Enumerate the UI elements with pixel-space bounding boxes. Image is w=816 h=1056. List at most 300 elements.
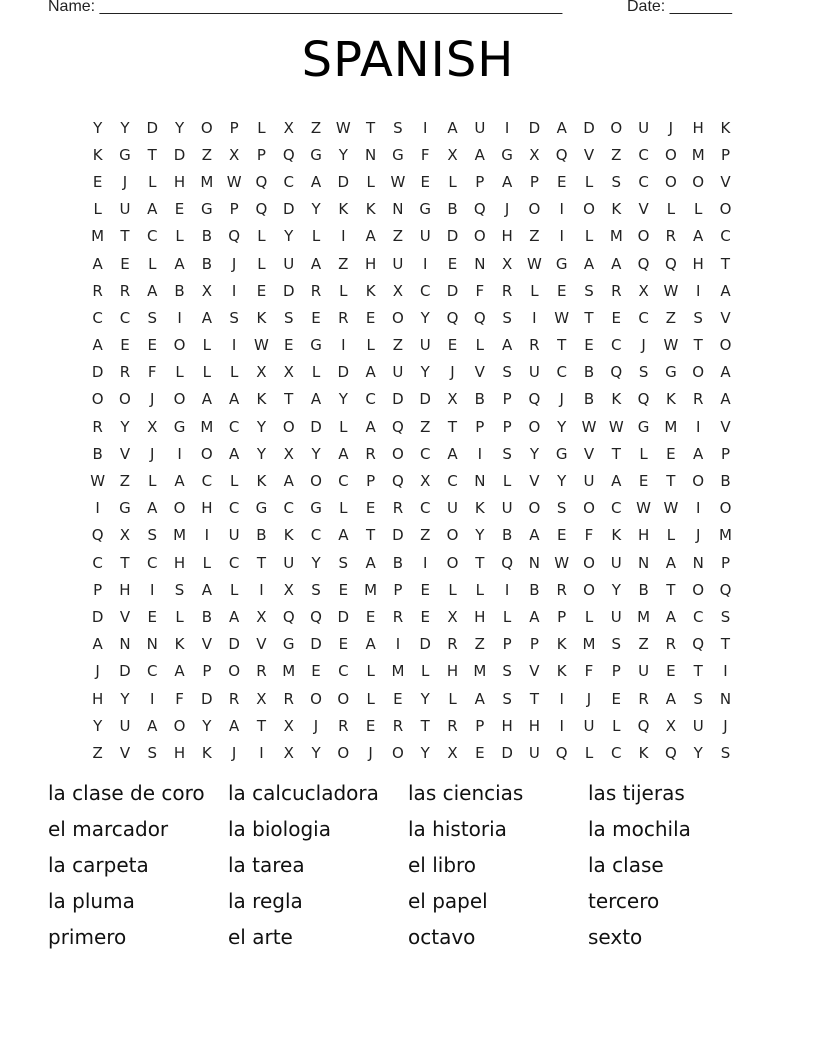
grid-letter: N (392, 200, 404, 219)
grid-letter: M (173, 526, 187, 545)
grid-letter: Q (664, 743, 677, 762)
grid-letter: R (611, 281, 622, 300)
grid-letter: R (92, 281, 103, 300)
grid-letter: X (256, 689, 267, 708)
grid-letter: J (695, 526, 701, 545)
grid-letter: S (693, 308, 703, 327)
grid-letter: P (720, 444, 730, 463)
grid-letter: L (584, 743, 594, 762)
word-bank-item: la regla (228, 889, 303, 913)
grid-letter: C (228, 417, 240, 436)
grid-letter: D (91, 363, 104, 382)
grid-letter: C (611, 499, 622, 518)
grid-letter: J (641, 336, 646, 355)
grid-letter: T (120, 227, 130, 246)
grid-letter: N (474, 472, 486, 491)
grid-letter: K (365, 200, 376, 219)
grid-letter: I (259, 580, 264, 599)
grid-letter: L (229, 363, 239, 382)
grid-letter: L (257, 254, 266, 273)
grid-letter: S (283, 308, 294, 327)
grid-letter: C (338, 662, 349, 681)
grid-letter: Q (637, 716, 650, 735)
grid-letter: O (719, 499, 732, 518)
grid-letter: O (200, 118, 213, 137)
grid-letter: K (256, 472, 267, 491)
grid-letter: K (338, 200, 349, 219)
grid-letter: D (201, 689, 213, 708)
grid-letter: S (611, 635, 622, 654)
grid-letter: L (202, 553, 212, 572)
word-bank-item: la biologia (228, 817, 331, 841)
grid-letter: H (692, 254, 704, 273)
grid-letter: T (557, 336, 567, 355)
grid-letter: I (477, 444, 483, 463)
grid-letter: A (556, 118, 567, 137)
grid-letter: U (228, 526, 240, 545)
grid-letter: Q (446, 308, 459, 327)
word-bank-item: la historia (408, 817, 507, 841)
grid-letter: S (229, 308, 239, 327)
grid-letter: B (256, 526, 267, 545)
grid-letter: S (174, 580, 185, 599)
grid-letter: Q (255, 200, 268, 219)
grid-letter: J (668, 118, 674, 137)
grid-letter: A (229, 444, 240, 463)
grid-letter: A (474, 145, 485, 164)
grid-letter: U (419, 227, 431, 246)
grid-letter: C (201, 472, 213, 491)
grid-letter: L (475, 336, 484, 355)
grid-letter: V (720, 417, 731, 436)
grid-letter: S (502, 689, 512, 708)
grid-letter: L (229, 472, 239, 491)
grid-letter: E (311, 662, 321, 681)
grid-letter: R (447, 635, 458, 654)
grid-letter: O (610, 118, 623, 137)
grid-letter: A (583, 254, 595, 273)
grid-letter: V (583, 444, 595, 463)
grid-letter: O (310, 472, 322, 491)
grid-letter: I (177, 444, 182, 463)
grid-letter: Q (664, 254, 677, 273)
grid-letter: F (584, 526, 594, 545)
grid-letter: C (92, 308, 103, 327)
grid-letter: X (638, 281, 649, 300)
grid-letter: I (422, 254, 428, 273)
grid-letter: X (392, 281, 404, 300)
grid-letter: W (90, 472, 106, 491)
word-bank-item: el marcador (48, 817, 169, 841)
grid-letter: G (119, 145, 131, 164)
grid-letter: A (365, 363, 376, 382)
grid-letter: Q (282, 607, 295, 626)
name-field-label: Name: ____________________________________________________ (48, 0, 563, 15)
grid-letter: C (338, 472, 349, 491)
grid-letter: U (419, 336, 431, 355)
grid-letter: U (528, 363, 540, 382)
grid-letter: T (366, 526, 376, 545)
grid-letter: A (720, 363, 731, 382)
grid-letter: V (474, 363, 485, 382)
grid-letter: M (391, 662, 405, 681)
grid-letter: C (147, 662, 158, 681)
grid-letter: X (447, 743, 458, 762)
grid-letter: O (528, 499, 541, 518)
grid-letter: U (528, 743, 540, 762)
grid-letter: R (665, 227, 677, 246)
grid-letter: Y (311, 200, 321, 219)
grid-letter: U (610, 553, 622, 572)
grid-letter: K (556, 662, 567, 681)
grid-letter: T (720, 254, 731, 273)
grid-letter: G (201, 200, 213, 219)
grid-letter: P (502, 635, 512, 654)
grid-letter: P (611, 662, 621, 681)
grid-letter: K (638, 743, 649, 762)
grid-letter: D (173, 145, 186, 164)
grid-letter: N (692, 553, 704, 572)
grid-letter: Q (610, 363, 623, 382)
grid-letter: A (310, 172, 322, 191)
grid-letter: H (637, 526, 650, 545)
grid-letter: P (475, 172, 485, 191)
grid-letter: O (692, 172, 705, 191)
word-bank-item: el libro (408, 853, 477, 877)
grid-letter: D (446, 227, 459, 246)
grid-letter: T (366, 118, 376, 137)
grid-letter: X (447, 607, 458, 626)
grid-letter: S (502, 308, 512, 327)
grid-letter: E (365, 716, 376, 735)
grid-letter: H (501, 227, 513, 246)
grid-letter: W (526, 254, 542, 273)
grid-letter: C (228, 499, 240, 518)
grid-letter: Y (93, 716, 103, 735)
grid-letter: O (392, 444, 404, 463)
grid-letter: E (556, 172, 567, 191)
grid-letter: L (584, 227, 594, 246)
grid-letter: V (256, 635, 267, 654)
grid-letter: Y (420, 743, 430, 762)
grid-letter: R (119, 281, 131, 300)
grid-letter: Z (420, 526, 431, 545)
grid-letter: G (665, 363, 677, 382)
grid-letter: P (502, 390, 512, 409)
grid-letter: C (283, 499, 294, 518)
grid-letter: L (339, 417, 348, 436)
grid-letter: G (637, 417, 650, 436)
grid-letter: M (200, 172, 214, 191)
grid-letter: A (310, 254, 322, 273)
grid-letter: R (283, 689, 294, 708)
grid-letter: O (173, 390, 186, 409)
grid-letter: R (119, 363, 131, 382)
grid-letter: A (201, 580, 212, 599)
grid-letter: U (583, 716, 595, 735)
grid-letter: L (584, 172, 594, 191)
grid-letter: C (228, 553, 240, 572)
grid-letter: W (663, 499, 679, 518)
grid-letter: T (666, 472, 676, 491)
grid-letter: T (420, 716, 430, 735)
grid-letter: L (448, 172, 457, 191)
grid-letter: P (202, 662, 212, 681)
grid-letter: E (120, 336, 130, 355)
grid-letter: O (91, 390, 104, 409)
grid-letter: K (720, 118, 731, 137)
grid-letter: D (392, 526, 404, 545)
grid-letter: L (366, 336, 375, 355)
grid-letter: E (338, 635, 349, 654)
grid-letter: S (147, 743, 157, 762)
grid-letter: I (150, 689, 155, 708)
grid-letter: J (95, 662, 100, 681)
grid-letter: L (175, 607, 184, 626)
grid-letter: B (583, 363, 595, 382)
grid-letter: A (174, 662, 185, 681)
grid-letter: I (695, 417, 701, 436)
grid-letter: O (173, 336, 186, 355)
grid-letter: G (119, 499, 131, 518)
grid-letter: A (665, 553, 677, 572)
grid-letter: U (638, 118, 650, 137)
grid-letter: P (529, 635, 539, 654)
grid-letter: C (92, 553, 103, 572)
grid-letter: Y (420, 689, 430, 708)
grid-letter: X (147, 417, 158, 436)
grid-letter: P (720, 145, 730, 164)
word-bank-item: la mochila (588, 817, 691, 841)
grid-letter: L (175, 227, 184, 246)
grid-letter: R (665, 635, 677, 654)
grid-letter: S (338, 553, 349, 572)
grid-letter: R (501, 281, 513, 300)
grid-letter: M (200, 417, 214, 436)
grid-letter: D (337, 363, 350, 382)
grid-letter: S (393, 118, 403, 137)
grid-letter: I (504, 580, 510, 599)
grid-letter: A (147, 499, 158, 518)
grid-letter: V (529, 472, 540, 491)
grid-letter: X (119, 526, 131, 545)
grid-letter: R (556, 580, 567, 599)
grid-letter: L (666, 526, 676, 545)
grid-letter: X (201, 281, 212, 300)
grid-letter: X (501, 254, 513, 273)
word-bank-item: el arte (228, 925, 293, 949)
grid-letter: C (692, 607, 704, 626)
grid-letter: H (528, 716, 541, 735)
grid-letter: R (692, 390, 704, 409)
grid-letter: W (335, 118, 351, 137)
grid-letter: O (692, 363, 705, 382)
grid-letter: E (420, 580, 430, 599)
grid-letter: M (719, 526, 732, 545)
grid-letter: R (392, 716, 404, 735)
grid-letter: Q (392, 417, 404, 436)
grid-letter: W (554, 308, 570, 327)
grid-letter: L (502, 607, 512, 626)
grid-letter: K (665, 390, 676, 409)
grid-letter: A (338, 444, 349, 463)
word-bank-item: octavo (408, 925, 476, 949)
grid-letter: A (338, 526, 349, 545)
grid-letter: L (502, 472, 512, 491)
grid-letter: Z (474, 635, 485, 654)
grid-letter: B (501, 526, 513, 545)
grid-letter: R (392, 607, 404, 626)
grid-letter: E (256, 281, 267, 300)
grid-letter: A (365, 553, 376, 572)
grid-letter: L (93, 200, 102, 219)
grid-letter: G (282, 635, 295, 654)
grid-letter: W (581, 417, 597, 436)
grid-letter: D (310, 417, 322, 436)
grid-letter: C (119, 308, 131, 327)
grid-letter: I (341, 336, 346, 355)
grid-letter: N (119, 635, 131, 654)
grid-letter: P (229, 200, 239, 219)
grid-letter: K (611, 390, 622, 409)
grid-letter: Z (420, 417, 431, 436)
grid-letter: D (419, 390, 431, 409)
grid-letter: T (720, 635, 731, 654)
grid-letter: A (92, 336, 103, 355)
grid-letter: Y (120, 417, 130, 436)
grid-letter: Q (392, 472, 404, 491)
grid-letter: R (310, 281, 322, 300)
grid-letter: A (283, 472, 294, 491)
word-bank-item: tercero (588, 889, 660, 913)
grid-letter: X (256, 363, 267, 382)
grid-letter: A (693, 444, 704, 463)
grid-letter: L (584, 607, 594, 626)
grid-letter: L (311, 363, 321, 382)
grid-letter: D (583, 118, 595, 137)
grid-letter: G (555, 254, 568, 273)
grid-letter: X (228, 145, 240, 164)
grid-letter: M (282, 662, 296, 681)
grid-letter: J (122, 172, 128, 191)
grid-letter: Q (637, 254, 650, 273)
grid-letter: Y (693, 743, 703, 762)
grid-letter: T (256, 553, 267, 572)
grid-letter: E (420, 172, 430, 191)
grid-letter: S (311, 580, 321, 599)
grid-letter: A (147, 281, 158, 300)
grid-letter: R (338, 308, 349, 327)
grid-letter: O (719, 336, 732, 355)
grid-letter: E (556, 526, 567, 545)
grid-letter: X (283, 716, 294, 735)
grid-letter: U (283, 254, 295, 273)
page-title: SPANISH (301, 32, 515, 88)
grid-letter: Y (256, 444, 267, 463)
grid-letter: E (147, 607, 157, 626)
word-bank-item: la pluma (48, 889, 135, 913)
grid-letter: A (447, 444, 458, 463)
grid-letter: P (229, 118, 239, 137)
grid-letter: R (256, 662, 267, 681)
grid-letter: L (366, 689, 375, 708)
grid-letter: Y (529, 444, 539, 463)
grid-letter: Q (528, 390, 541, 409)
grid-letter: V (119, 743, 131, 762)
word-bank-item: la calcucladora (228, 781, 379, 805)
grid-letter: W (254, 336, 269, 355)
grid-letter: A (92, 635, 103, 654)
grid-letter: Z (310, 118, 322, 137)
grid-letter: B (392, 553, 404, 572)
grid-letter: O (310, 689, 322, 708)
grid-letter: B (201, 607, 212, 626)
grid-letter: L (148, 472, 157, 491)
grid-letter: A (229, 390, 240, 409)
grid-letter: J (450, 363, 455, 382)
grid-letter: U (283, 553, 295, 572)
grid-letter: X (420, 472, 431, 491)
grid-letter: A (365, 227, 376, 246)
grid-letter: T (693, 662, 703, 681)
grid-letter: S (720, 607, 731, 626)
grid-letter: I (150, 580, 155, 599)
grid-letter: D (282, 200, 295, 219)
grid-letter: Y (611, 580, 621, 599)
grid-letter: C (147, 553, 158, 572)
grid-letter: H (173, 743, 186, 762)
grid-letter: S (147, 308, 157, 327)
grid-letter: Q (692, 635, 705, 654)
grid-letter: U (501, 499, 513, 518)
grid-letter: C (419, 281, 431, 300)
grid-letter: O (173, 716, 186, 735)
grid-letter: Y (557, 417, 567, 436)
grid-letter: A (201, 390, 212, 409)
grid-letter: I (259, 743, 264, 762)
grid-letter: A (201, 308, 212, 327)
grid-letter: S (556, 499, 567, 518)
grid-letter: F (175, 689, 184, 708)
grid-letter: X (283, 743, 294, 762)
grid-letter: A (229, 716, 240, 735)
grid-letter: V (583, 145, 595, 164)
grid-letter: D (119, 662, 131, 681)
grid-letter: V (638, 200, 649, 219)
grid-letter: S (720, 743, 731, 762)
grid-letter: A (447, 118, 458, 137)
grid-letter: P (529, 172, 539, 191)
grid-letter: Z (529, 227, 540, 246)
grid-letter: L (421, 662, 430, 681)
grid-letter: R (228, 689, 240, 708)
grid-letter: L (229, 580, 239, 599)
grid-letter: S (502, 662, 512, 681)
grid-letter: L (257, 227, 266, 246)
grid-letter: X (256, 607, 267, 626)
grid-letter: D (282, 281, 295, 300)
grid-letter: K (556, 635, 567, 654)
grid-letter: H (501, 716, 513, 735)
grid-letter: E (638, 472, 649, 491)
grid-letter: Q (255, 172, 268, 191)
grid-letter: K (256, 308, 267, 327)
grid-letter: I (231, 281, 237, 300)
grid-letter: A (720, 390, 731, 409)
grid-letter: Z (119, 472, 131, 491)
grid-letter: Q (228, 227, 241, 246)
grid-letter: O (637, 227, 650, 246)
